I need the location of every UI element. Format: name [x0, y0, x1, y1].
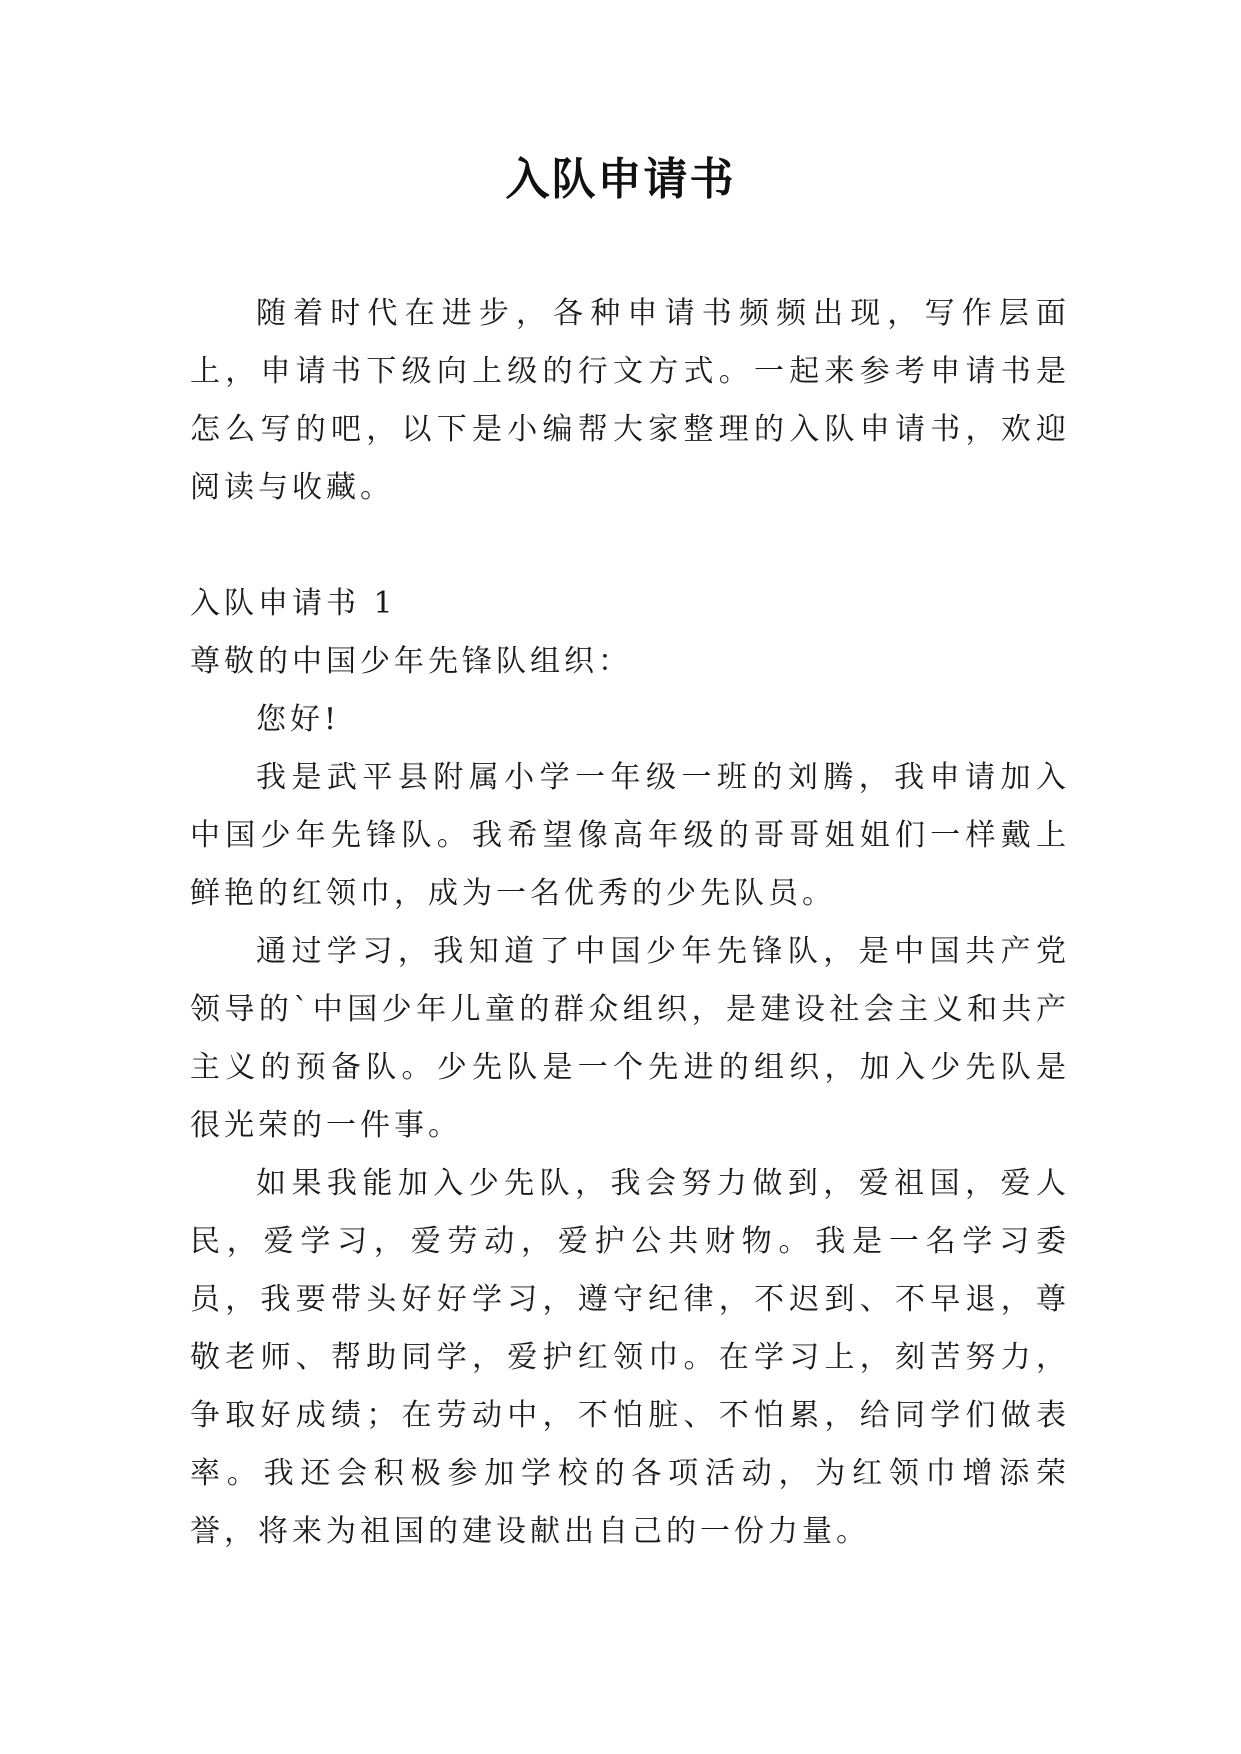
section-heading: 入队申请书 1	[190, 586, 397, 621]
document-title: 入队申请书	[505, 154, 736, 205]
body-paragraph: 我是武平县附属小学一年级一班的刘腾，我申请加入中国少年先锋队。我希望像高年级的哥哥姐姐们一样戴上鲜艳的红领巾，成为一名优秀的少先队员。	[190, 760, 1070, 911]
body-paragraph: 如果我能加入少先队，我会努力做到，爱祖国，爱人民，爱学习，爱劳动，爱护公共财物。我是一名学习委员，我要带头好好学习，遵守纪律，不迟到、不早退，尊敬老师、帮助同学，爱护红领巾。在学习上，刻苦努力，争取好成绩；在劳动中，不怕脏、不怕累，给同学们做表率。我还会积极参加学校的各项活动，为红领巾增添荣誉，将来为祖国的建设献出自己的一份力量。	[190, 1166, 1070, 1549]
greeting: 您好!	[256, 702, 341, 737]
body-paragraph: 通过学习，我知道了中国少年先锋队，是中国共产党领导的`中国少年儿童的群众组织，是建设社会主义和共产主义的预备队。少先队是一个先进的组织，加入少先队是很光荣的一件事。	[190, 934, 1070, 1143]
intro-paragraph: 随着时代在进步，各种申请书频频出现，写作层面上，申请书下级向上级的行文方式。一起来参考申请书是怎么写的吧，以下是小编帮大家整理的入队申请书，欢迎阅读与收藏。	[190, 296, 1070, 505]
document-body	[190, 285, 1070, 1561]
salutation: 尊敬的中国少年先锋队组织：	[190, 644, 632, 679]
